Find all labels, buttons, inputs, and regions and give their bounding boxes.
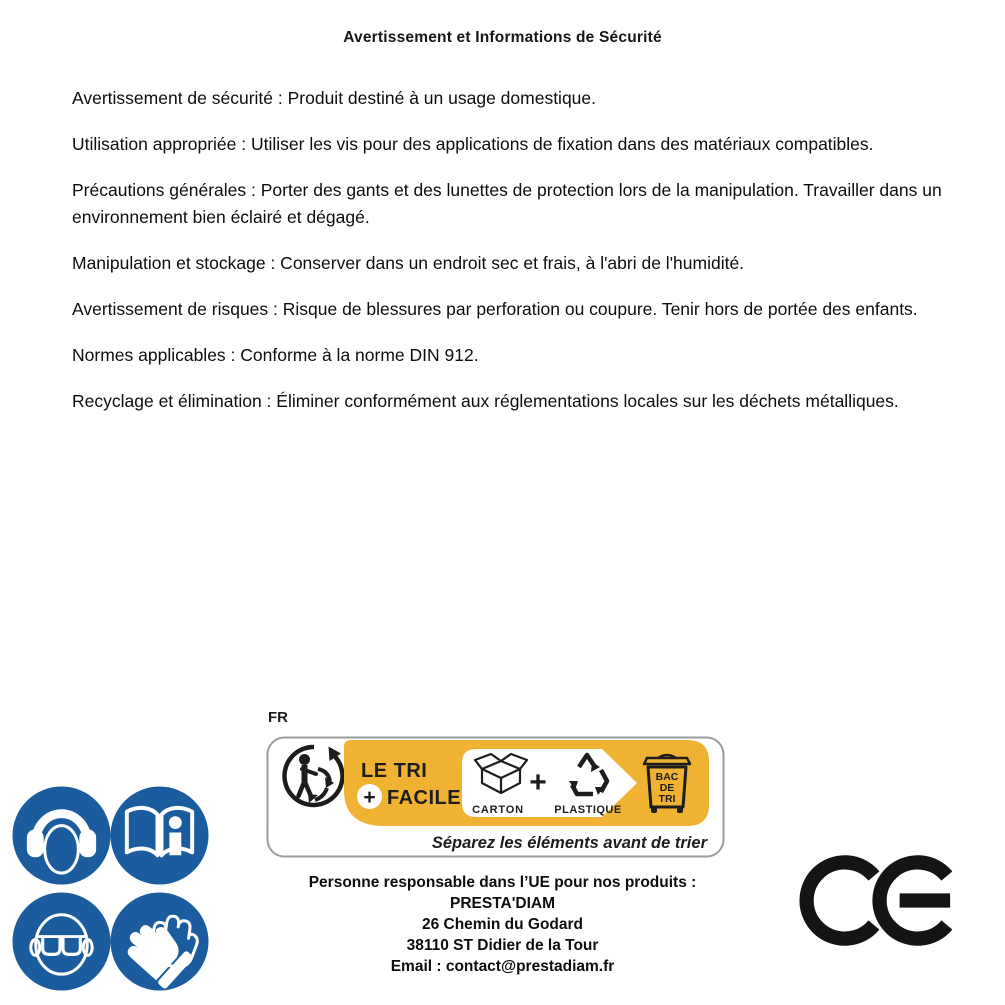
responsible-email: Email : contact@prestadiam.fr: [390, 958, 615, 975]
responsible-city: 38110 ST Didier de la Tour: [406, 937, 599, 954]
bin-text-line1: BAC: [655, 771, 679, 783]
bin-text-line3: TRI: [658, 793, 676, 805]
page-title: Avertissement et Informations de Sécurité: [343, 29, 662, 46]
infotri-headline-line1: LE TRI: [361, 760, 428, 782]
infotri-tagline: Séparez les éléments avant de trier: [431, 834, 707, 852]
material-plastique-label: PLASTIQUE: [554, 804, 622, 816]
infotri-headline-plus: +: [363, 786, 376, 809]
paragraph-general-precautions: Précautions générales : Porter des gants et des lunettes de protection lors de la manipulation. Travailler dans un environnement bien éclairé et dégagé.: [72, 180, 942, 227]
paragraph-appropriate-use: Utilisation appropriée : Utiliser les vis pour des applications de fixation dans des matériaux compatibles.: [72, 134, 874, 154]
responsible-street: 26 Chemin du Godard: [421, 916, 584, 933]
paragraph-risk-warning: Avertissement de risques : Risque de blessures par perforation ou coupure. Tenir hors de portée des enfants.: [72, 299, 918, 319]
read-instruction-manual-icon: [110, 786, 209, 885]
bin-text-line2: DE: [659, 782, 675, 794]
responsible-company: PRESTA'DIAM: [449, 895, 555, 912]
paragraph-handling-storage: Manipulation et stockage : Conserver dans un endroit sec et frais, à l'abri de l'humidité.: [72, 253, 745, 273]
paragraph-applicable-norms: Normes applicables : Conforme à la norme DIN 912.: [72, 345, 479, 365]
paragraph-recycling: Recyclage et élimination : Éliminer conformément aux réglementations locales sur les déchets métalliques.: [72, 391, 899, 411]
fr-country-code: FR: [268, 709, 288, 726]
materials-plus-sign: +: [529, 766, 547, 799]
material-carton-label: CARTON: [472, 804, 524, 816]
ce-marking: [799, 853, 963, 948]
infotri-sorting-label: [266, 736, 725, 858]
safety-paragraphs: [72, 85, 1005, 434]
infotri-headline-line2: FACILE: [387, 787, 462, 809]
wear-ear-protection-icon: [12, 786, 111, 885]
paragraph-safety-warning: Avertissement de sécurité : Produit destiné à un usage domestique.: [72, 88, 597, 108]
responsible-intro-line: Personne responsable dans l’UE pour nos produits :: [308, 874, 697, 891]
